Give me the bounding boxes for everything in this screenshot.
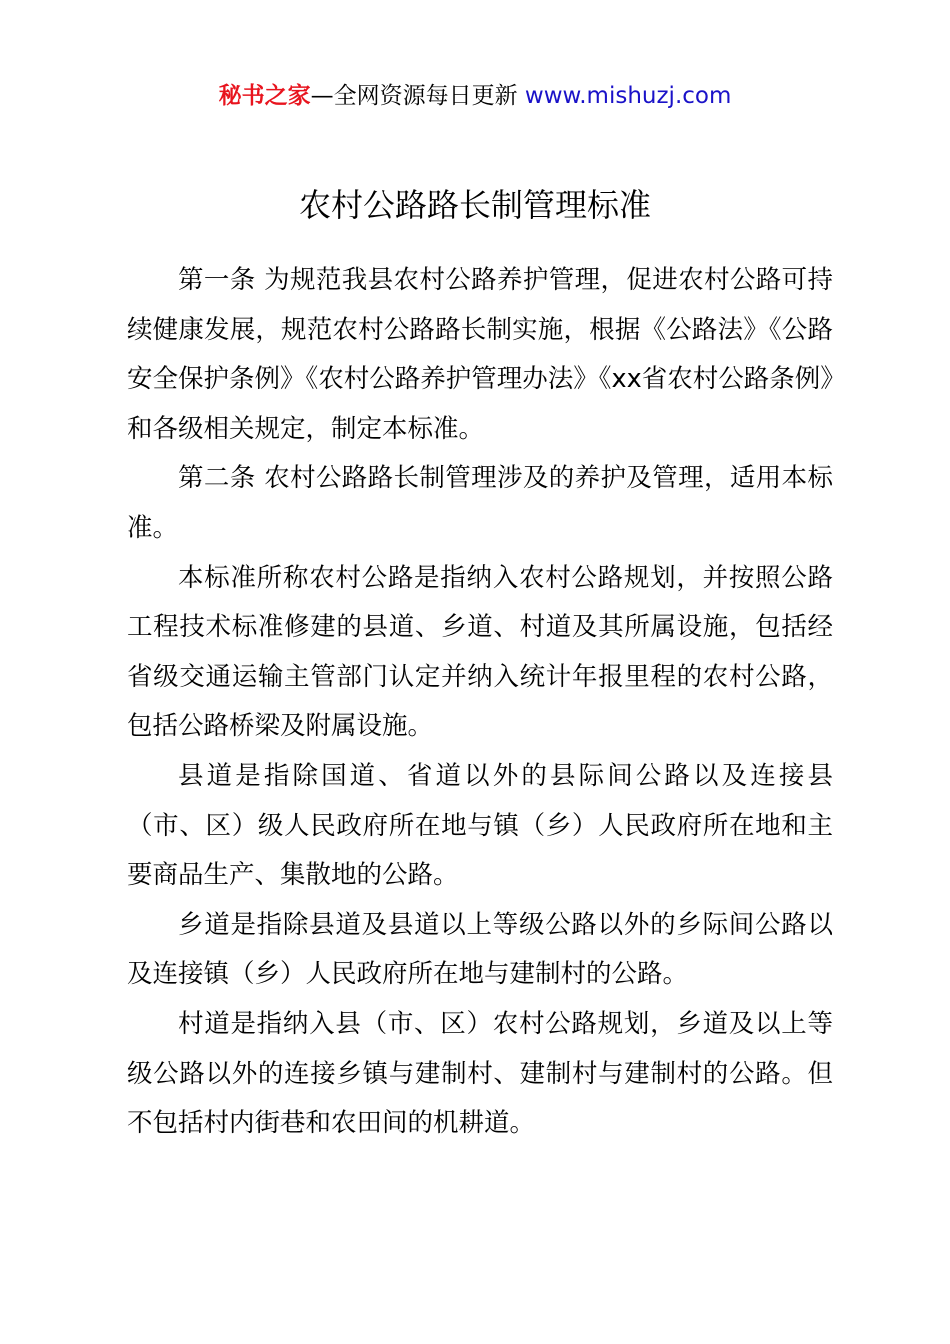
paragraph-article-1: 第一条 为规范我县农村公路养护管理，促进农村公路可持续健康发展，规范农村公路路长制实施，根据《公路法》《公路安全保护条例》《农村公路养护管理办法》《xx省农村公路条例》和各级相关规定，制定本标准。 [127, 265, 833, 444]
site-url-link[interactable]: www.mishuzj.com [524, 83, 732, 109]
paragraph-township-road-definition: 乡道是指除县道及县道以上等级公路以外的乡际间公路以及连接镇（乡）人民政府所在地与建制村的公路。 [127, 909, 833, 990]
paragraph-rural-road-definition: 本标准所称农村公路是指纳入农村公路规划，并按照公路工程技术标准修建的县道、乡道、村道及其所属设施，包括经省级交通运输主管部门认定并纳入统计年报里程的农村公路，包括公路桥梁及附属设施。 [127, 562, 833, 742]
paragraph-county-road-definition: 县道是指除国道、省道以外的县际间公路以及连接县（市、区）级人民政府所在地与镇（乡）人民政府所在地和主要商品生产、集散地的公路。 [127, 760, 833, 891]
paragraph-article-2: 第二条 农村公路路长制管理涉及的养护及管理，适用本标准。 [127, 463, 833, 543]
site-brand: 秘书之家 [218, 83, 311, 109]
document-body [127, 256, 833, 1149]
paragraph-village-road-definition: 村道是指纳入县（市、区）农村公路规划，乡道及以上等级公路以外的连接乡镇与建制村、建制村与建制村的公路。但不包括村内街巷和农田间的机耕道。 [127, 1008, 833, 1139]
site-tagline: —全网资源每日更新 [310, 83, 518, 109]
document-title: 农村公路路长制管理标准 [298, 186, 651, 224]
site-header [0, 80, 950, 112]
